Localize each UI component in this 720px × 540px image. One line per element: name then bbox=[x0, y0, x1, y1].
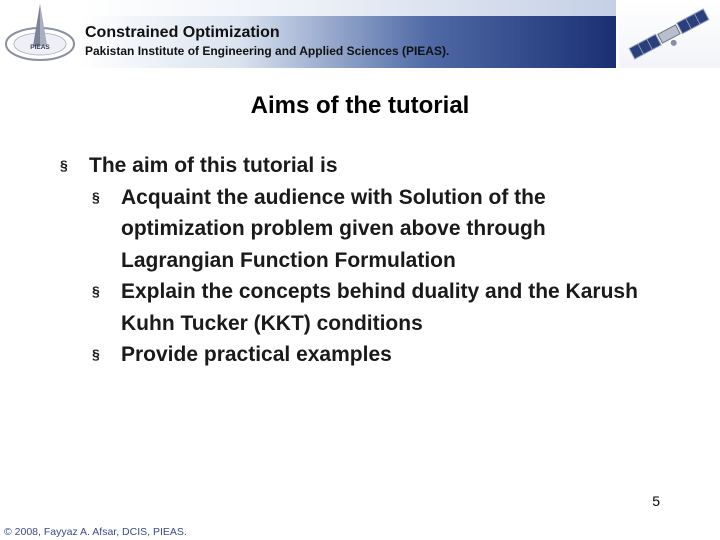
bullet-marker-icon: § bbox=[92, 346, 100, 362]
slide-body bbox=[60, 150, 660, 371]
sub-bullet-item bbox=[60, 339, 660, 371]
logo-text: PIEAS bbox=[30, 44, 50, 51]
bullet-marker-icon: § bbox=[92, 283, 100, 299]
page-number: 5 bbox=[652, 493, 660, 509]
header-banner-top bbox=[80, 0, 616, 16]
satellite-icon bbox=[619, 0, 720, 68]
header-subtitle: Pakistan Institute of Engineering and Applied Sciences (PIEAS). bbox=[85, 44, 450, 58]
bullet-item bbox=[60, 150, 660, 182]
bullet-marker-icon: § bbox=[60, 157, 68, 173]
bullet-marker-icon: § bbox=[92, 188, 100, 205]
slide-header bbox=[0, 0, 720, 68]
sub-bullet-item bbox=[60, 276, 660, 339]
slide-title: Aims of the tutorial bbox=[250, 92, 470, 119]
bullet-text: The aim of this tutorial is bbox=[89, 154, 338, 177]
bullet-text: Explain the concepts behind duality and the Karush Kuhn Tucker (KKT) conditions bbox=[121, 280, 638, 335]
header-title: Constrained Optimization bbox=[85, 24, 280, 41]
sub-bullet-item bbox=[60, 182, 660, 277]
bullet-text: Acquaint the audience with Solution of the optimization problem given above through Lagrangian Function Formulation bbox=[121, 185, 546, 272]
pieas-logo-icon bbox=[2, 2, 78, 66]
footer-copyright: © 2008, Fayyaz A. Afsar, DCIS, PIEAS. bbox=[4, 526, 187, 538]
bullet-text: Provide practical examples bbox=[121, 343, 392, 366]
